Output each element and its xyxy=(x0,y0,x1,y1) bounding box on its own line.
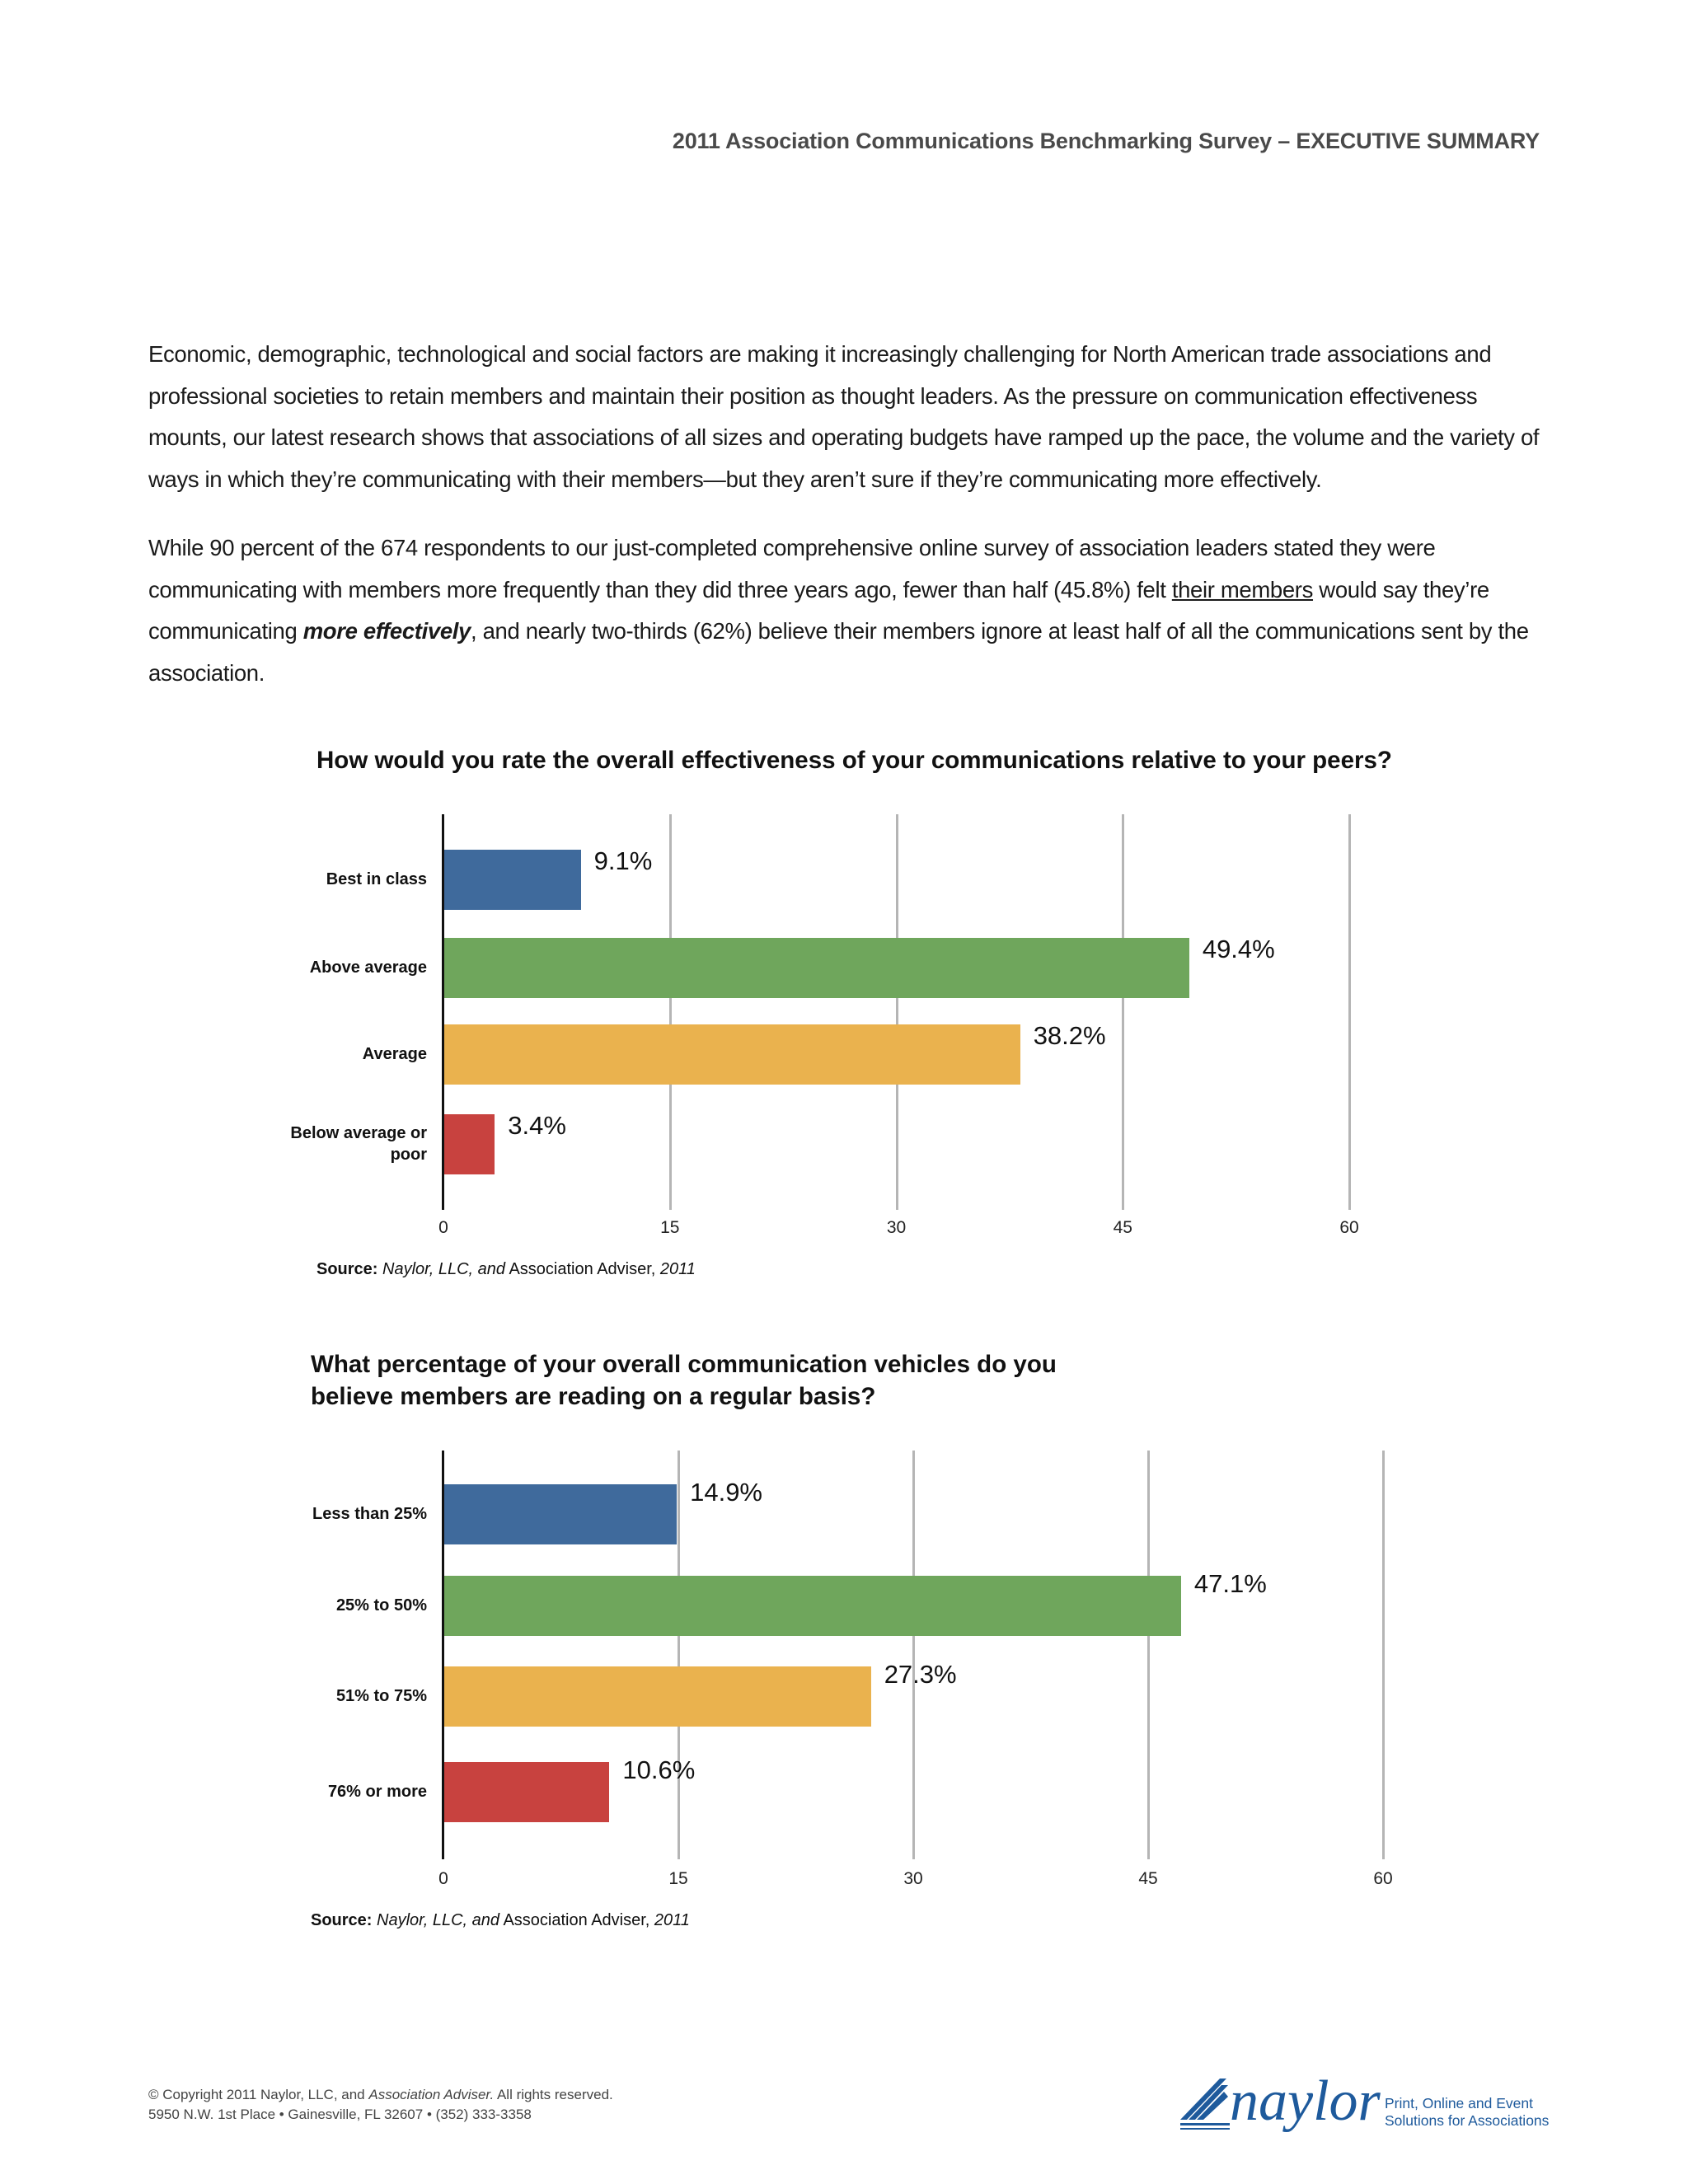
naylor-logo xyxy=(1179,2060,1385,2143)
chart2-category-label: 76% or more xyxy=(327,1783,427,1801)
chart2-value-label: 10.6% xyxy=(622,1755,696,1784)
chart2-gridline xyxy=(1147,1451,1150,1859)
chart1-tick-label: 45 xyxy=(1113,1218,1132,1237)
chart1-value-label: 3.4% xyxy=(508,1111,566,1140)
chart2-gridline xyxy=(678,1451,680,1859)
intro-paragraph-1: Economic, demographic, technological and social factors are making it increasingly challenging for North American trade associations and professional societies to retain members and maintain their position as thought leaders. As the pressure on communication effectiveness mounts, our latest research shows that associations of all sizes and operating budgets have ramped up the pace, the volume and the variety of ways in which they’re communicating with their members—but they aren’t sure if they’re communicating more effectively. xyxy=(148,341,1540,492)
chart1-tick-label: 60 xyxy=(1339,1218,1359,1237)
footer-copyright-b: All rights reserved. xyxy=(494,2087,613,2102)
chart2-gridline xyxy=(912,1451,915,1859)
chart1-category-label: Above average xyxy=(309,958,427,977)
chart1-bar xyxy=(443,1114,495,1174)
chart1-axis xyxy=(442,814,444,1210)
chart2-title xyxy=(311,1348,1057,1413)
chart2-tick-label: 30 xyxy=(903,1869,923,1888)
footer-address: 5950 N.W. 1st Place • Gainesville, FL 32607 • (352) 333-3358 xyxy=(148,2107,532,2122)
chart1-gridline xyxy=(1348,814,1351,1210)
chart1-source-org: Association Adviser, xyxy=(509,1260,656,1278)
chart1-title: How would you rate the overall effectiveness of your communications relative to your peers? xyxy=(316,747,1392,774)
page-header-title: 2011 Association Communications Benchmarking Survey – EXECUTIVE SUMMARY xyxy=(672,129,1540,153)
chart2-bar xyxy=(443,1484,677,1544)
intro-p2-text-a: While 90 percent of the 674 respondents to our just-completed comprehensive online survey of association leaders stated they were communicating with members more frequently than they did three years ago, fewer than half (45.8%) felt xyxy=(148,535,1436,602)
chart2-category-label: Less than 25% xyxy=(312,1505,427,1523)
chart2-source-text: Naylor, LLC, and xyxy=(377,1911,500,1929)
footer-copyright xyxy=(148,2085,613,2125)
chart2-source-year: 2011 xyxy=(654,1911,690,1929)
naylor-logo-triangle-icon xyxy=(1180,2079,1230,2130)
chart2-category-label: 51% to 75% xyxy=(335,1687,427,1705)
chart1-bar xyxy=(443,1024,1020,1085)
chart1-source-year: 2011 xyxy=(659,1260,696,1278)
chart1-tick-label: 30 xyxy=(886,1218,907,1237)
footer-tagline xyxy=(1385,2095,1566,2130)
chart2-gridline xyxy=(1382,1451,1385,1859)
chart1-source-label: Source: xyxy=(316,1260,378,1278)
chart1-source-text: Naylor, LLC, and xyxy=(382,1260,506,1278)
chart2-title-line2: believe members are reading on a regular basis? xyxy=(311,1383,876,1410)
intro-p2-underline: their members xyxy=(1171,576,1314,602)
chart2-tick-label: 45 xyxy=(1138,1869,1158,1888)
chart2-tick-label: 0 xyxy=(438,1869,448,1888)
chart1-value-label: 38.2% xyxy=(1033,1021,1106,1050)
chart2-tick-label: 60 xyxy=(1373,1869,1393,1888)
footer-tagline-line2: Solutions for Associations xyxy=(1385,2112,1550,2129)
chart2-bar xyxy=(443,1762,609,1822)
chart1-gridline xyxy=(896,814,898,1210)
naylor-logo-text: naylor xyxy=(1230,2069,1381,2133)
chart1-gridline xyxy=(1122,814,1124,1210)
chart1-tick-label: 15 xyxy=(660,1218,680,1237)
chart2-category-label: 25% to 50% xyxy=(335,1596,427,1615)
chart2-axis xyxy=(442,1451,444,1859)
chart1-bar xyxy=(443,850,581,910)
footer-copyright-line xyxy=(148,2085,613,2105)
chart1-gridline xyxy=(669,814,672,1210)
chart2-source xyxy=(311,1911,690,1930)
chart1-tick-label: 0 xyxy=(438,1218,448,1237)
intro-p2-bold: more effectively xyxy=(302,618,471,644)
footer-tagline-line1: Print, Online and Event xyxy=(1385,2095,1533,2111)
chart1-value-label: 9.1% xyxy=(593,846,653,875)
chart2-title-line1: What percentage of your overall communication vehicles do you xyxy=(311,1351,1057,1378)
chart2-source-org: Association Adviser, xyxy=(503,1911,650,1929)
intro-paragraph-2 xyxy=(148,527,1545,694)
chart2-value-label: 14.9% xyxy=(690,1478,762,1507)
intro-p2-text-b: would say they’re communicating xyxy=(148,576,1489,644)
chart2-source-label: Source: xyxy=(311,1911,373,1929)
intro-p2-text-c: , and nearly two-thirds (62%) believe their members ignore at least half of all the communications sent by the association. xyxy=(148,618,1529,686)
chart2-bar xyxy=(443,1666,871,1727)
footer-copyright-italic: Association Adviser. xyxy=(368,2087,495,2102)
chart1-category-label: Below average or poor xyxy=(290,1124,427,1164)
chart1-bar xyxy=(443,938,1189,998)
chart1-category-label: Best in class xyxy=(326,870,427,888)
chart2-value-label: 27.3% xyxy=(884,1660,957,1689)
chart1-source xyxy=(316,1260,696,1279)
chart2-tick-label: 15 xyxy=(668,1869,688,1888)
footer-copyright-a: © Copyright 2011 Naylor, LLC, and xyxy=(148,2087,369,2102)
chart1-category-label: Average xyxy=(362,1045,427,1063)
chart1-value-label: 49.4% xyxy=(1202,935,1275,963)
chart2-bar xyxy=(443,1576,1181,1636)
chart2-value-label: 47.1% xyxy=(1193,1569,1267,1598)
